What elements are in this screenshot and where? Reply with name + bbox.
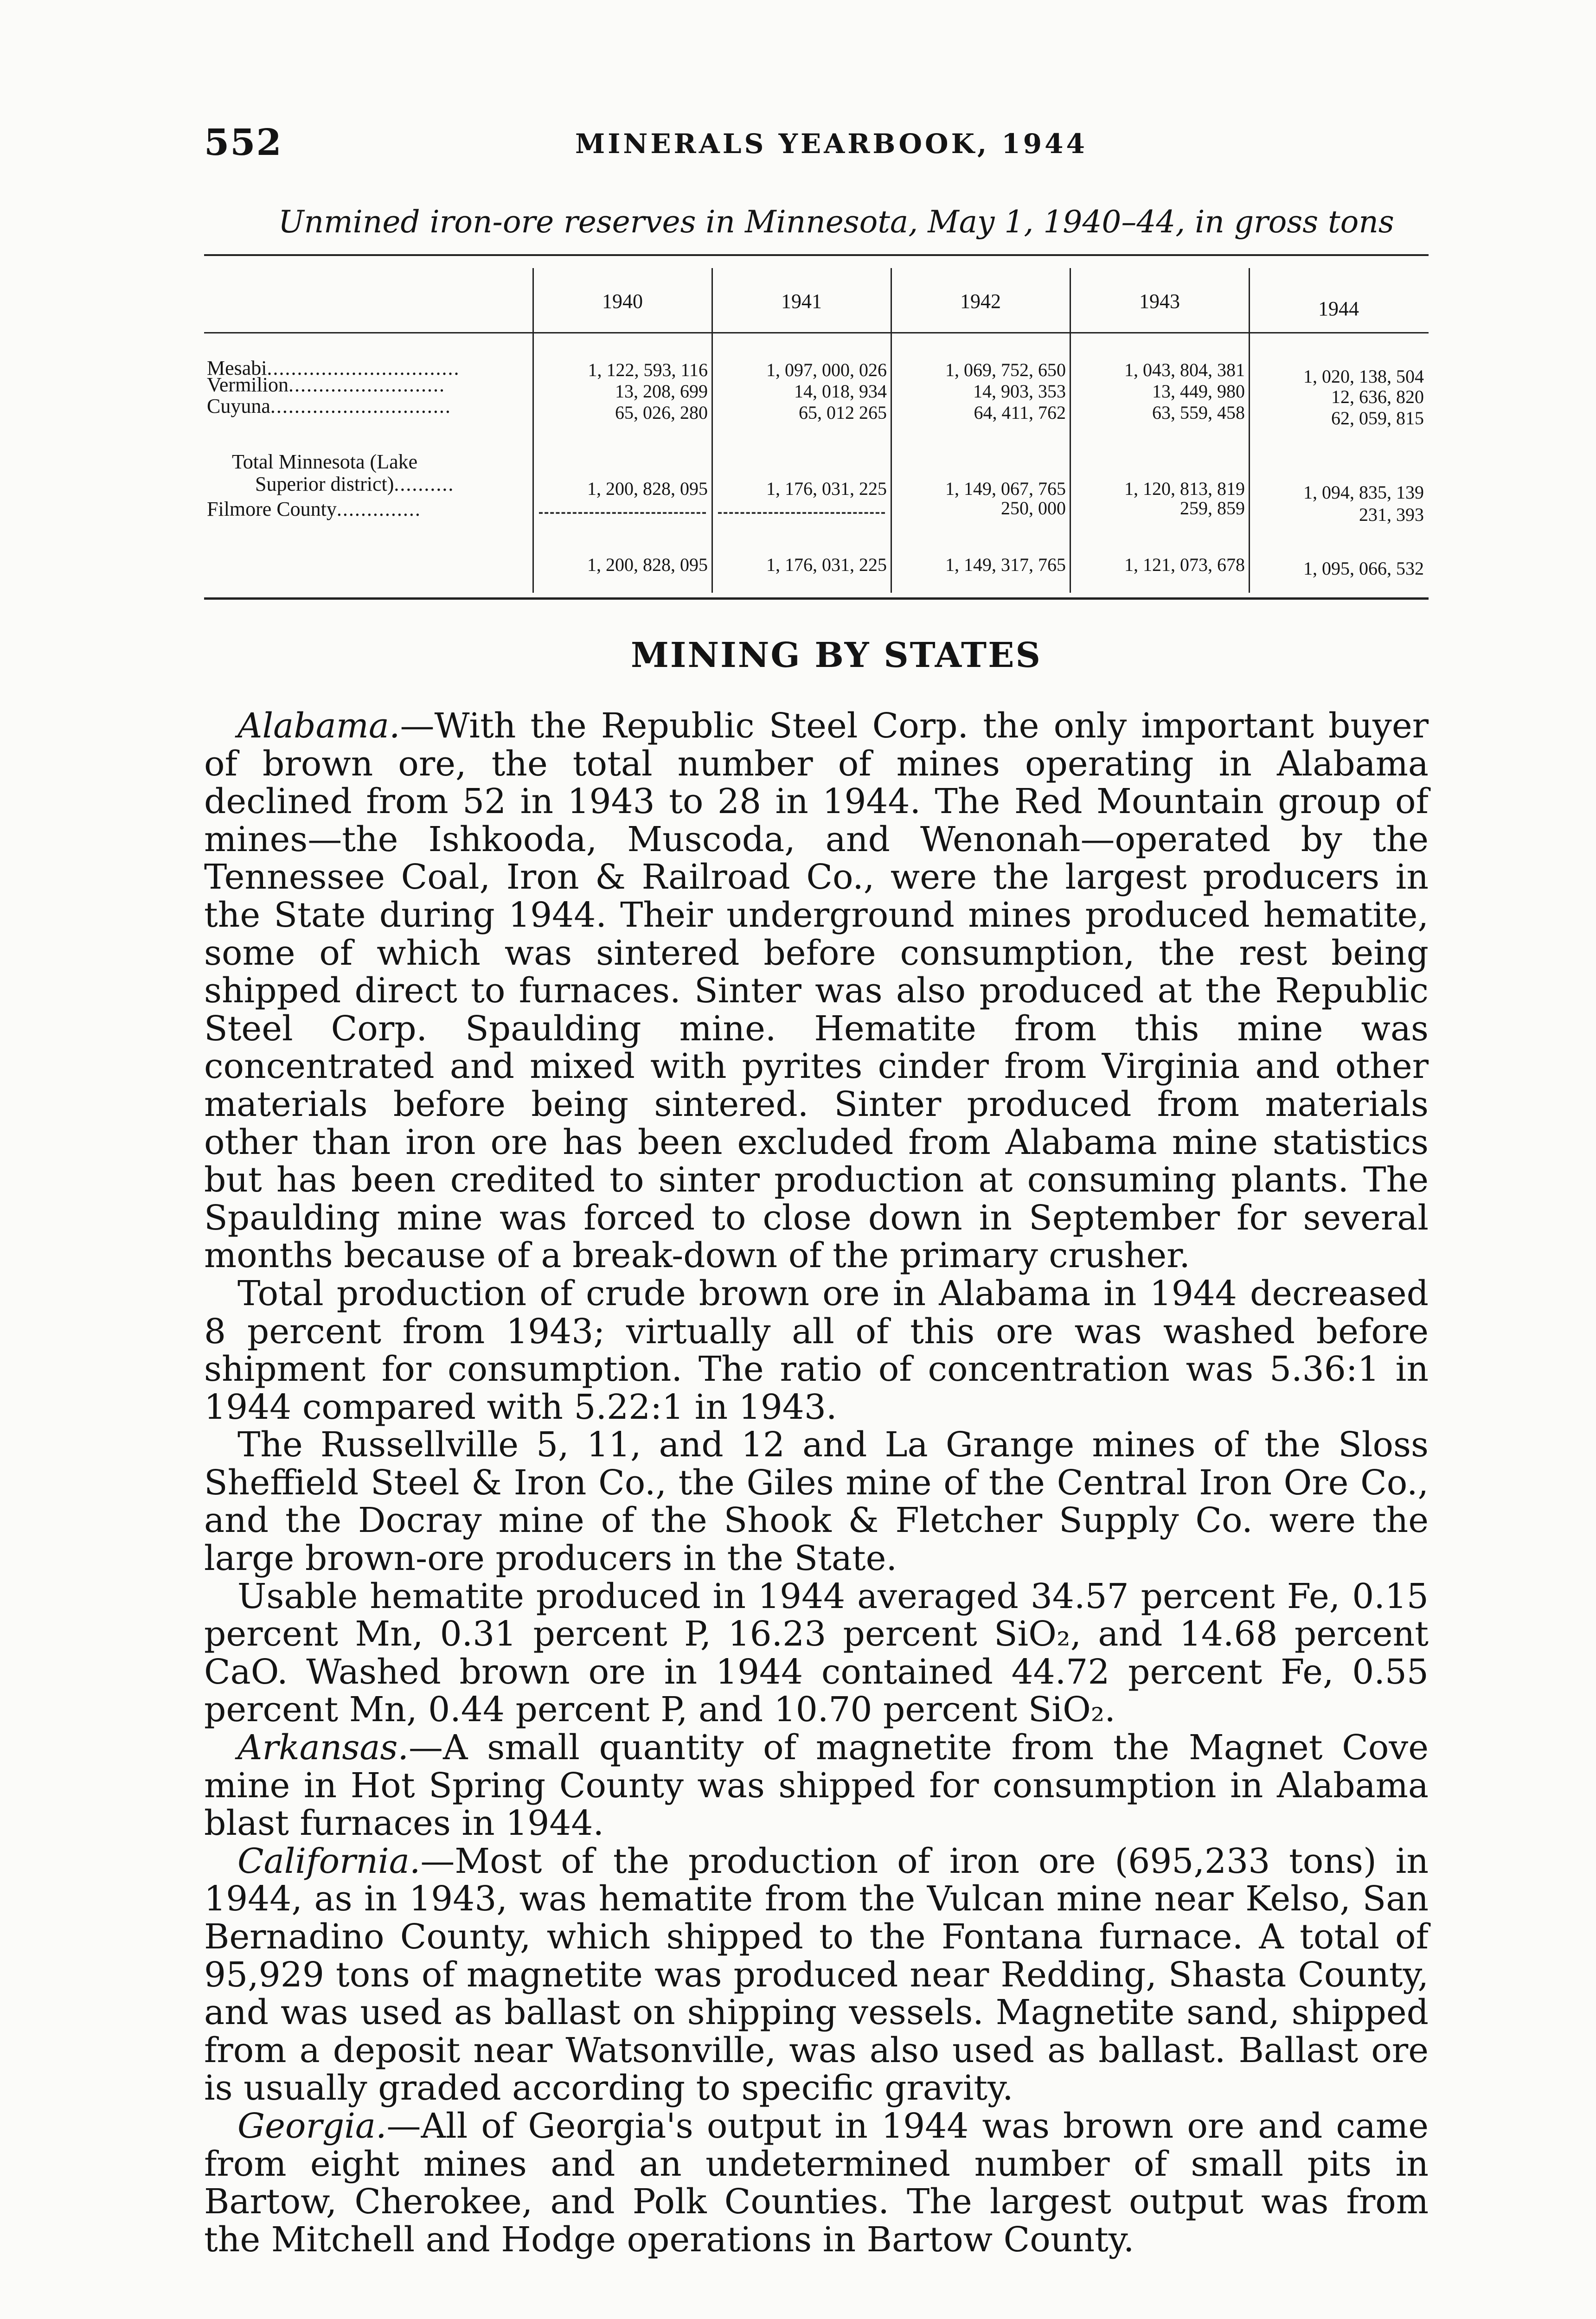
table-cell: 64, 411, 762 — [974, 402, 1066, 423]
table-cell: 1, 122, 593, 116 — [588, 359, 708, 380]
paragraph-lead: Arkansas. — [237, 1728, 409, 1768]
row-label: Vermilion.......................... — [207, 373, 445, 396]
paragraph-georgia — [204, 2108, 1429, 2259]
paragraph — [204, 1578, 1429, 1729]
table-cell: 65, 012 265 — [799, 402, 887, 423]
page-number: 552 — [204, 122, 282, 164]
row-label: Superior district).......... — [255, 473, 455, 495]
row-label: Total Minnesota (Lake — [232, 450, 418, 473]
paragraph — [204, 1275, 1429, 1426]
paragraph-arkansas — [204, 1729, 1429, 1843]
page-header — [204, 122, 1424, 173]
table-cell: 259, 859 — [1180, 498, 1245, 519]
column-header: 1942 — [960, 290, 1001, 313]
column-rule — [532, 268, 534, 593]
table-cell: 62, 059, 815 — [1331, 408, 1424, 429]
table-cell: 1, 200, 828, 095 — [587, 478, 708, 499]
table-bottom-rule — [204, 597, 1429, 600]
table-cell: 1, 149, 317, 765 — [945, 554, 1066, 575]
table-cell: 1, 043, 804, 381 — [1124, 359, 1245, 380]
table-cell: 1, 094, 835, 139 — [1303, 482, 1424, 503]
table-cell: 1, 095, 066, 532 — [1303, 558, 1424, 579]
column-header: 1940 — [602, 290, 643, 313]
column-rule — [1249, 268, 1250, 593]
table-cell: 1, 121, 073, 678 — [1124, 554, 1245, 575]
table-cell: 1, 097, 000, 026 — [766, 359, 887, 380]
reserves-table — [204, 254, 1429, 602]
column-rule — [891, 268, 892, 593]
paragraph-california — [204, 1843, 1429, 2108]
paragraph-lead: Alabama. — [237, 706, 400, 746]
table-cell: 1, 020, 138, 504 — [1303, 366, 1424, 387]
paragraph-lead: California. — [237, 1841, 421, 1881]
table-cell: 1, 069, 752, 650 — [945, 359, 1066, 380]
dash-rule — [539, 512, 706, 514]
paragraph-text: —Most of the production of iron ore (695,233 tons) in 1944, as in 1943, was hematite from the Vulcan mine near Kelso, San Bernadino County, which shipped to the Fontana furnace. A total of 95,929 tons of magnetite was produced near Redding, Shasta County, and was used as ballast on shipping vessels. Magnetite sand, shipped from a deposit near Watsonville, was also used as ballast. Ballast ore is usually graded according to specific gravity. — [204, 1841, 1429, 2108]
running-head: MINERALS YEARBOOK, 1944 — [575, 128, 1088, 160]
row-label: Cuyuna.............................. — [207, 395, 451, 417]
paragraph-alabama — [204, 707, 1429, 1275]
table-cell: 14, 903, 353 — [973, 381, 1066, 402]
table-cell: 231, 393 — [1359, 504, 1424, 525]
table-cell: 13, 449, 980 — [1152, 381, 1245, 402]
table-cell: 1, 120, 813, 819 — [1124, 478, 1245, 499]
column-header: 1943 — [1139, 290, 1180, 313]
table-cell: 63, 559, 458 — [1152, 402, 1245, 423]
table-caption: Unmined iron-ore reserves in Minnesota, May 1, 1940–44, in gross tons — [278, 204, 1394, 240]
column-rule — [711, 268, 713, 593]
table-cell: 1, 176, 031, 225 — [766, 478, 887, 499]
row-label: Filmore County.............. — [207, 498, 421, 520]
paragraph-lead: Georgia. — [237, 2106, 387, 2146]
table-cell: 1, 149, 067, 765 — [945, 478, 1066, 499]
table-cell: 1, 176, 031, 225 — [766, 554, 887, 575]
paragraph-text: Usable hematite produced in 1944 averaged 34.57 percent Fe, 0.15 percent Mn, 0.31 percent P, 16.23 percent SiO₂, and 14.68 percent CaO. Washed brown ore in 1944 contained 44.72 percent Fe, 0.55 percent Mn, 0.44 percent P, and 10.70 percent SiO₂. — [204, 1576, 1429, 1730]
table-cell: 65, 026, 280 — [615, 402, 708, 423]
table-cell: 250, 000 — [1001, 498, 1066, 519]
table-cell: 13, 208, 699 — [615, 381, 708, 402]
column-header: 1941 — [781, 290, 822, 313]
dash-rule — [718, 512, 885, 514]
paragraph-text: —All of Georgia's output in 1944 was brown ore and came from eight mines and an undetermined number of small pits in Bartow, Cherokee, and Polk Counties. The largest output was from the Mitchell and Hodge operations in Bartow County. — [204, 2106, 1429, 2260]
table-cell: 1, 200, 828, 095 — [587, 554, 708, 575]
paragraph-text: The Russellville 5, 11, and 12 and La Grange mines of the Sloss Sheffield Steel & Iron Co., the Giles mine of the Central Iron Ore Co., and the Docray mine of the Shook & Fletcher Supply Co. were the large brown-ore producers in the State. — [204, 1425, 1429, 1579]
row-label: Mesabi................................ — [207, 357, 460, 379]
table-cell: 12, 636, 820 — [1331, 386, 1424, 407]
paragraph-text: —A small quantity of magnetite from the Magnet Cove mine in Hot Spring County was shipped for consumption in Alabama blast furnaces in 1944. — [204, 1728, 1429, 1844]
paragraph-text: —With the Republic Steel Corp. the only important buyer of brown ore, the total number of mines operating in Alabama declined from 52 in 1943 to 28 in 1944. The Red Mountain group of mines—the Ishkooda, Muscoda, and Wenonah—operated by the Tennessee Coal, Iron & Railroad Co., were the largest producers in the State during 1944. Their underground mines produced hematite, some of which was sintered before consumption, the rest being shipped direct to furnaces. Sinter was also produced at the Republic Steel Corp. Spaulding mine. Hematite from this mine was concentrated and mixed with pyrites cinder from Virginia and other materials before being sintered. Sinter produced from materials other than iron ore has been excluded from Alabama mine statistics but has been credited to sinter production at consuming plants. The Spaulding mine was forced to close down in September for several months because of a break-down of the primary crusher. — [204, 706, 1429, 1276]
section-title: MINING BY STATES — [631, 635, 1042, 675]
column-header: 1944 — [1318, 297, 1359, 320]
table-header-rule — [204, 332, 1429, 333]
paragraph-text: Total production of crude brown ore in Alabama in 1944 decreased 8 percent from 1943; virtually all of this ore was washed before shipment for consumption. The ratio of concentration was 5.36:1 in 1944 compared with 5.22:1 in 1943. — [204, 1273, 1429, 1427]
column-rule — [1070, 268, 1071, 593]
table-cell: 14, 018, 934 — [794, 381, 887, 402]
table-top-rule — [204, 254, 1429, 256]
paragraph — [204, 1426, 1429, 1577]
body-text — [204, 707, 1429, 2259]
